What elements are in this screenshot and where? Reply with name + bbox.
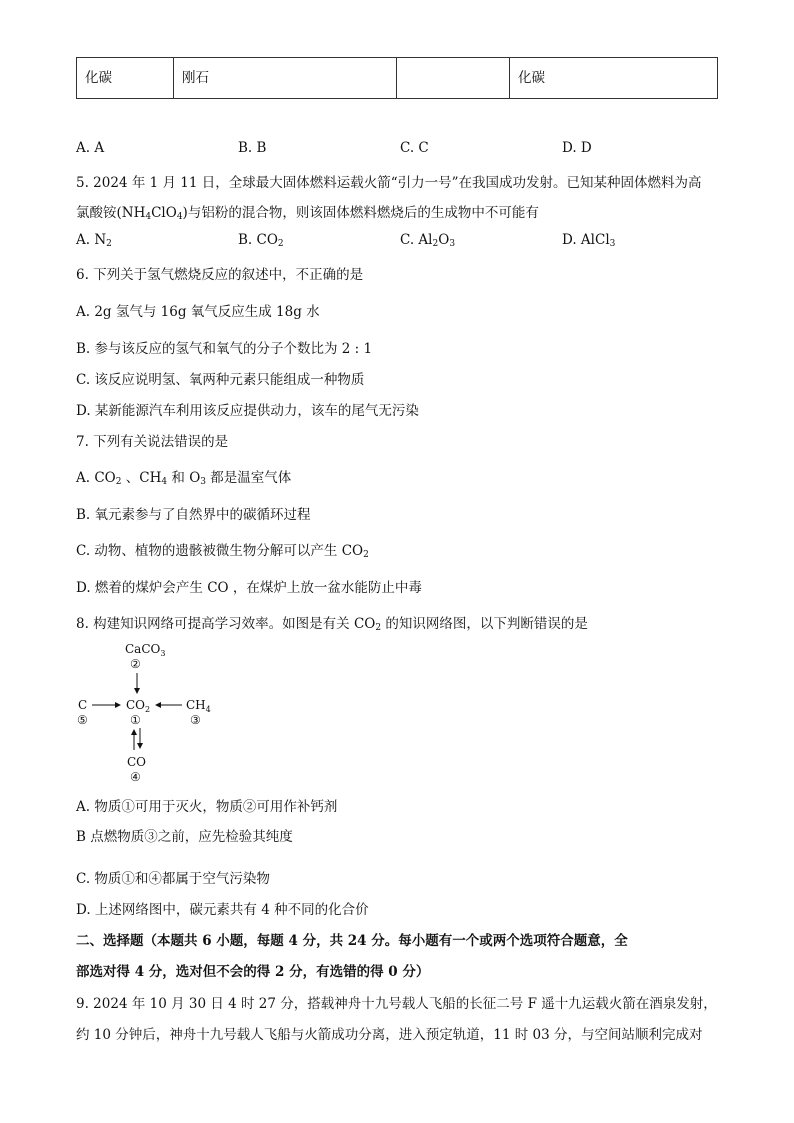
diagram-number-1: ① bbox=[130, 713, 141, 727]
q5-stem-line2: 氯酸铵$(NH_4ClO_4)$与铝粉的混合物，则该固体燃料燃烧后的生成物中不可能有 bbox=[76, 205, 539, 222]
q8-stem: 8. 构建知识网络可提高学习效率。如图是有关 $CO_2$ 的知识网络图，以下判断错误的是 bbox=[76, 616, 588, 633]
q6-option-c: C. 该反应说明氢、氧两种元素只能组成一种物质 bbox=[76, 372, 365, 388]
diagram-c-label: C bbox=[78, 698, 88, 712]
q7-option-d: D. 燃着的煤炉会产生 CO ，在煤炉上放一盆水能防止中毒 bbox=[76, 580, 422, 596]
q7-stem: 7. 下列有关说法错误的是 bbox=[76, 434, 229, 450]
q8-option-d: D. 上述网络图中，碳元素共有 4 种不同的化合价 bbox=[76, 902, 369, 918]
q5-option-b: B. $CO_2$ bbox=[238, 232, 284, 249]
table-cell: 化碳 bbox=[518, 70, 545, 86]
diagram-ch4-label: $CH_4$ bbox=[186, 698, 211, 714]
table-cell: 化碳 bbox=[77, 58, 174, 98]
q6-option-d: D. 某新能源汽车利用该反应提供动力，该车的尾气无污染 bbox=[76, 403, 419, 419]
section-2-heading-line2: 部选对得 4 分，选对但不会的得 2 分，有选错的得 0 分） bbox=[76, 964, 430, 980]
q5-option-c: C. $Al_2O_3$ bbox=[400, 232, 456, 249]
q6-option-a: A. 2g 氢气与 16g 氧气反应生成 18g 水 bbox=[76, 304, 320, 320]
q4-option-d: D. D bbox=[562, 140, 592, 156]
diagram-number-3: ③ bbox=[190, 713, 201, 727]
diagram-number-4: ④ bbox=[130, 770, 141, 784]
section-2-heading-line1: 二、选择题（本题共 6 小题，每题 4 分，共 24 分。每小题有一个或两个选项符合题意，全 bbox=[76, 933, 628, 949]
q7-option-a: A. $CO_2$ 、$CH_4$ 和 $O_3$ 都是温室气体 bbox=[76, 470, 292, 487]
q8-option-b: B 点燃物质③之前，应先检验其纯度 bbox=[76, 829, 293, 845]
diagram-number-2: ② bbox=[130, 657, 141, 671]
q6-stem: 6. 下列关于氢气燃烧反应的叙述中，不正确的是 bbox=[76, 267, 364, 283]
diagram-co-label: CO bbox=[127, 755, 147, 769]
table-cell: 刚石 bbox=[174, 58, 397, 98]
q4-option-b: B. B bbox=[238, 140, 267, 156]
q8-option-c: C. 物质①和④都属于空气污染物 bbox=[76, 871, 270, 887]
q9-stem-line2: 约 10 分钟后，神舟十九号载人飞船与火箭成功分离，进入预定轨道，11 时 03 分，与空间站顺利完成对 bbox=[76, 1027, 703, 1043]
q5-option-d: D. AlCl$_3$ bbox=[562, 232, 616, 249]
q5-stem-line1: 5. 2024 年 1 月 11 日，全球最大固体燃料运载火箭“引力一号”在我国成功发射。已知某种固体燃料为高 bbox=[76, 175, 702, 191]
diagram-co2-label: $CO_2$ bbox=[126, 698, 151, 714]
co2-knowledge-network-diagram bbox=[70, 640, 230, 785]
table-cell bbox=[397, 58, 510, 98]
diagram-number-5: ⑤ bbox=[77, 713, 88, 727]
answer-table bbox=[76, 57, 718, 99]
q5-option-a: A. $N_2$ bbox=[76, 232, 112, 249]
q7-option-b: B. 氧元素参与了自然界中的碳循环过程 bbox=[76, 507, 311, 523]
q7-option-c: C. 动物、植物的遗骸被微生物分解可以产生 $CO_2$ bbox=[76, 543, 369, 560]
q6-option-b: B. 参与该反应的氢气和氧气的分子个数比为 2 : 1 bbox=[76, 341, 373, 357]
q4-option-c: C. C bbox=[400, 140, 429, 156]
q9-stem-line1: 9. 2024 年 10 月 30 日 4 时 27 分，搭载神舟十九号载人飞船的长征二号 F 遥十九运载火箭在酒泉发射， bbox=[76, 996, 717, 1012]
q4-option-a: A. A bbox=[76, 140, 105, 156]
diagram-caco3-label: CaCO$_3$ bbox=[125, 642, 166, 658]
q8-option-a: A. 物质①可用于灭火，物质②可用作补钙剂 bbox=[76, 799, 338, 815]
